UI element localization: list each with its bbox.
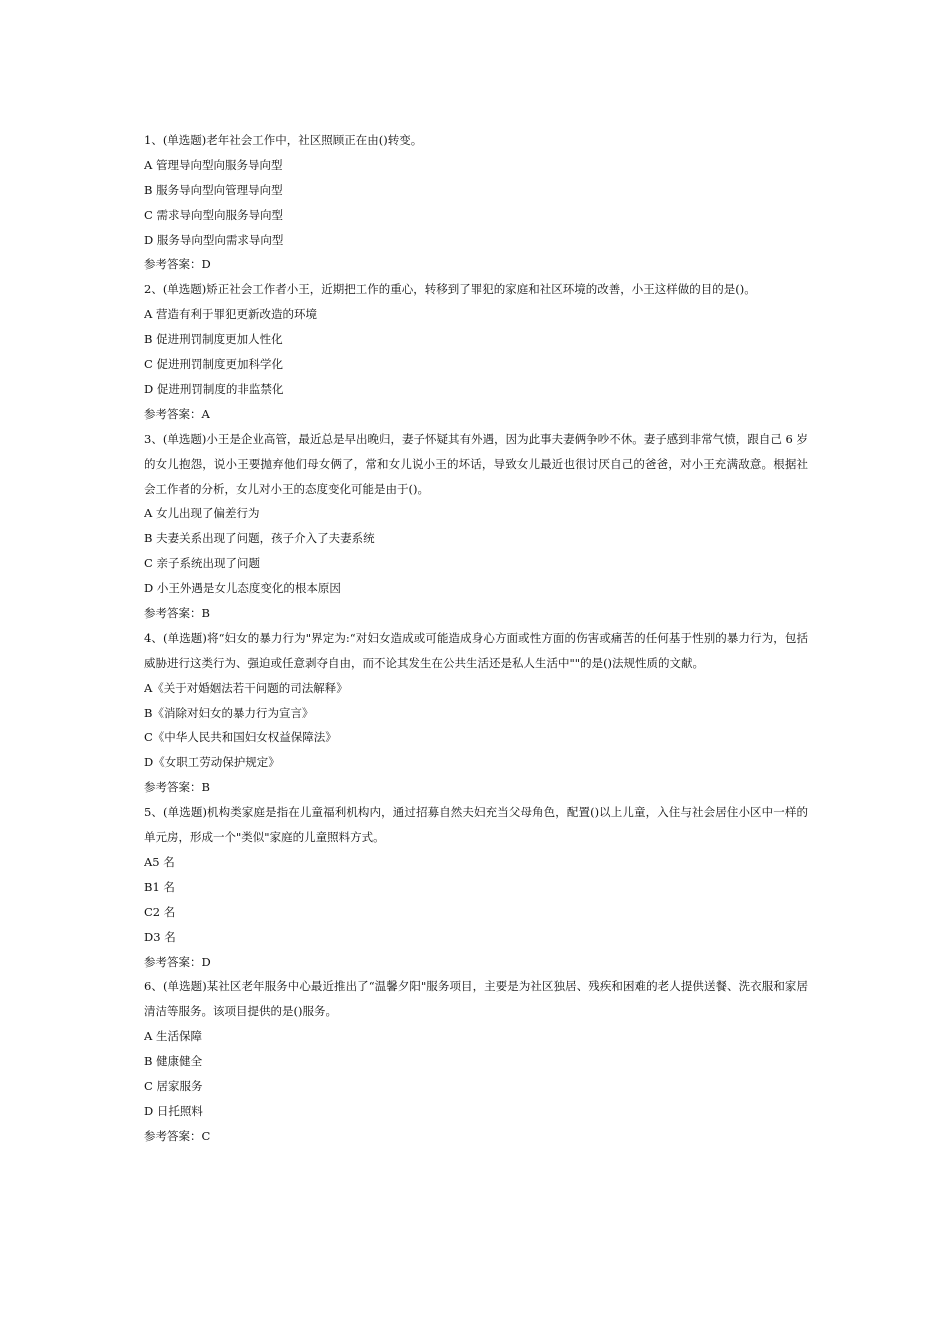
option-a: A 女儿出现了偏差行为 — [144, 506, 260, 521]
option-b: B 健康健全 — [144, 1054, 203, 1069]
option-a: A5 名 — [144, 854, 175, 869]
option-d: D 日托照料 — [144, 1103, 203, 1118]
option-d: D 服务导向型向需求导向型 — [144, 232, 284, 247]
option-b: B 促进刑罚制度更加人性化 — [144, 332, 283, 347]
reference-answer: 参考答案：B — [144, 780, 210, 795]
reference-answer: 参考答案：C — [144, 1128, 211, 1143]
option-d: D 促进刑罚制度的非监禁化 — [144, 381, 284, 396]
option-a: A 管理导向型向服务导向型 — [144, 157, 283, 172]
question-text: 4、(单选题)将“妇女的暴力行为"界定为:“对妇女造成或可能造成身心方面或性方面的伤害或痛苦的任何基于性别的暴力行为，包括威胁进行这类行为、强迫或任意剥夺自由，而不论其发生在公共生活还是私人生活中""的是()法规性质的文献。 — [144, 630, 808, 670]
option-d: D 小王外遇是女儿态度变化的根本原因 — [144, 581, 341, 596]
question-block-4 — [144, 626, 808, 800]
option-a: A《关于对婚姻法若干问题的司法解释》 — [144, 680, 348, 695]
option-b: B1 名 — [144, 879, 175, 894]
option-c: C 居家服务 — [144, 1079, 203, 1094]
option-c: C 需求导向型向服务导向型 — [144, 207, 283, 222]
question-text: 3、(单选题)小王是企业高管，最近总是早出晚归，妻子怀疑其有外遇，因为此事夫妻俩争吵不休。妻子感到非常气愤，跟自己 6 岁的女儿抱怨，说小王要抛弃他们母女俩了，常和女儿说小王的坏话，导致女儿最近也很讨厌自己的爸爸，对小王充满敌意。根据社会工作者的分析，女儿对小王的态度变化可能是由于()。 — [144, 431, 808, 496]
question-text: 2、(单选题)矫正社会工作者小王，近期把工作的重心，转移到了罪犯的家庭和社区环境的改善，小王这样做的目的是()。 — [144, 282, 756, 297]
option-c: C 亲子系统出现了问题 — [144, 556, 260, 571]
option-c: C《中华人民共和国妇女权益保障法》 — [144, 730, 337, 745]
option-d: D3 名 — [144, 929, 176, 944]
question-block-6 — [144, 974, 808, 1148]
question-block-5 — [144, 800, 808, 974]
question-text: 6、(单选题)某社区老年服务中心最近推出了“温馨夕阳"服务项目，主要是为社区独居、残疾和困难的老人提供送餐、洗衣服和家居清洁等服务。该项目提供的是()服务。 — [144, 979, 808, 1019]
option-a: A 营造有利于罪犯更新改造的环境 — [144, 307, 317, 322]
option-b: B 夫妻关系出现了问题，孩子介入了夫妻系统 — [144, 531, 375, 546]
reference-answer: 参考答案：A — [144, 406, 210, 421]
reference-answer: 参考答案：D — [144, 257, 211, 272]
question-block-1 — [144, 128, 808, 277]
option-d: D《女职工劳动保护规定》 — [144, 755, 280, 770]
question-text: 1、(单选题)老年社会工作中，社区照顾正在由()转变。 — [144, 133, 423, 147]
reference-answer: 参考答案：B — [144, 606, 210, 620]
question-block-3 — [144, 427, 808, 626]
option-c: C 促进刑罚制度更加科学化 — [144, 357, 283, 372]
reference-answer: 参考答案：D — [144, 954, 211, 969]
question-text: 5、(单选题)机构类家庭是指在儿童福利机构内，通过招募自然夫妇充当父母角色，配置()以上儿童，入住与社会居住小区中一样的单元房，形成一个"类似"家庭的儿童照料方式。 — [144, 805, 808, 845]
option-c: C2 名 — [144, 904, 176, 919]
option-b: B《消除对妇女的暴力行为宣言》 — [144, 705, 314, 720]
question-block-2 — [144, 277, 808, 426]
option-a: A 生活保障 — [144, 1029, 202, 1044]
question-list — [144, 128, 808, 1149]
option-b: B 服务导向型向管理导向型 — [144, 182, 283, 197]
